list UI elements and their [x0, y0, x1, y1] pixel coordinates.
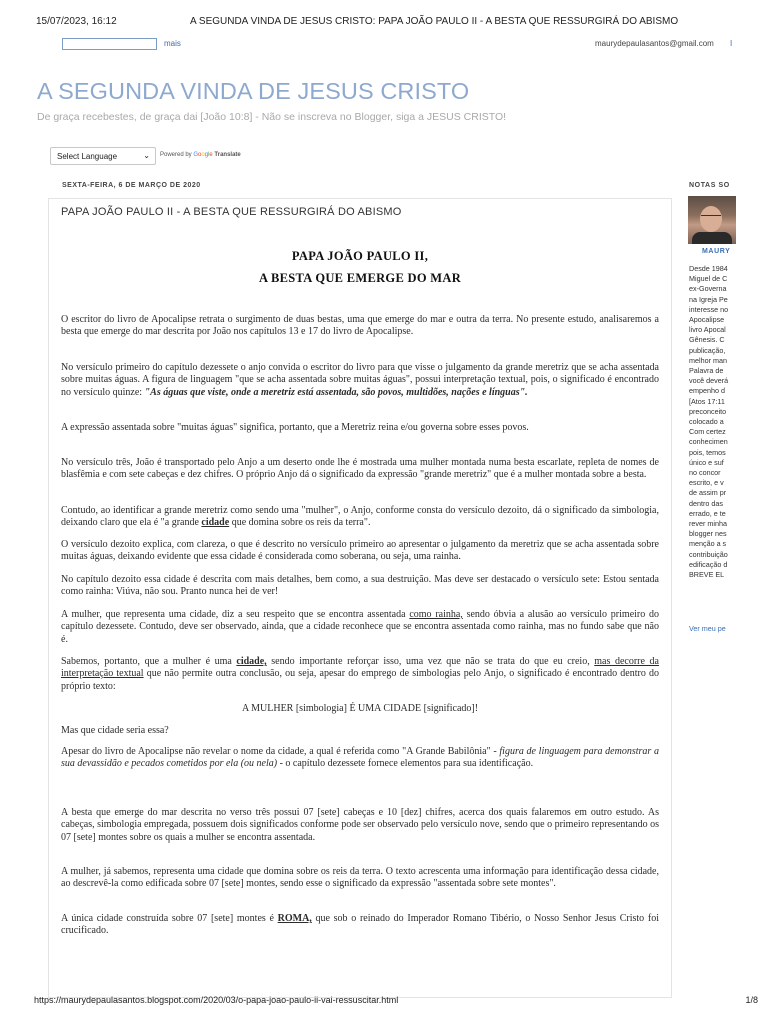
language-select-value: Select Language	[57, 152, 118, 161]
post-paragraph-10: A MULHER [simbologia] É UMA CIDADE [significado]!	[241, 703, 479, 714]
blogger-navbar	[62, 38, 768, 52]
translate-link[interactable]: Translate	[214, 152, 241, 158]
post-paragraph-14: A mulher, já sabemos, representa uma cidade que domina sobre os reis da terra. O texto acrescenta uma informação para identificação dessa cidade, ao descrevê-la como edificada sobre 07 [sete] montes, sendo esse o significado da expressão "assentada sobre sete montes".	[61, 866, 659, 890]
post-paragraph-8: A mulher, que representa uma cidade, diz a seu respeito que se encontra assentada como rainha, sendo óbvia a alusão ao versículo primeiro do capítulo dezessete. Contudo, deve ser observado, ainda, que a cidade reconhece que se encontra assentada como rainha, mas no fundo sabe que não é.	[61, 609, 660, 645]
navbar-user-email: maurydepaulasantos@gmail.com	[595, 39, 714, 48]
sidebar-heading: NOTAS SO	[689, 182, 730, 189]
author-avatar[interactable]	[688, 196, 736, 244]
post-paragraph-1: O escritor do livro de Apocalipse retrata o surgimento de duas bestas, uma que emerge do mar e outra da terra. No presente estudo, analisaremos a besta que emerge do mar descrita por João nos capítulos 13 e 17 do livro de Apocalipse.	[61, 314, 659, 338]
avatar-glasses	[701, 215, 721, 220]
author-name-link[interactable]: MAURY	[702, 248, 731, 255]
post-paragraph-2: No versículo primeiro do capítulo dezessete o anjo convida o escritor do livro para que visse o julgamento da grande meretriz que se acha assentada sobre muitas águas. A figura de linguagem "que se acha assentada sobre muitas águas", possui interpretação textual, pois, o significado é encontrado no versículo quinze: "As águas que viste, onde a meretriz está assentada, são povos, multidões, nações e línguas".	[61, 362, 659, 398]
post-paragraph-11: Mas que cidade seria essa?	[61, 725, 169, 736]
post-paragraph-13: A besta que emerge do mar descrita no verso três possui 07 [sete] cabeças e 10 [dez] chifres, acerca dos quais falaremos em outro estudo. As cabeças, simbologia empregada, possuem dois significados conforme pode ser observado pelo versículo nove, sendo que o primeiro representando os 07 [sete] montes sobre os quais a mulher se encontra assentada.	[61, 807, 659, 843]
author-about: Desde 1984 Miguel de C ex-Governa na Igreja Pe interesse no Apocalipse livro Apocal Gênesis. C publicação, melhor man Palavra de você deverá empenho d [Atos 17:11 preconceito colocado a Com certez conhecimen pois, temos único e suf no concor escrito, e v de assim pr dentro das errado, e te rever minha blogger nes menção a s contribuição edificação d BREVE EL	[689, 264, 729, 580]
navbar-menu-link[interactable]: I	[730, 39, 733, 48]
post-date: SEXTA-FEIRA, 6 DE MARÇO DE 2020	[62, 182, 201, 189]
avatar-shirt	[692, 232, 732, 244]
print-datetime: 15/07/2023, 16:12	[36, 16, 117, 27]
blog-description: De graça recebestes, de graça dai [João 10:8] - Não se inscreva no Blogger, siga a JESUS CRISTO!	[37, 111, 507, 123]
print-url: https://maurydepaulasantos.blogspot.com/2020/03/o-papa-joao-paulo-ii-vai-ressuscitar.html	[34, 995, 399, 1005]
post-paragraph-7: No capítulo dezoito essa cidade é descrita com mais detalhes, bem como, a sua destruição. Mas deve ser destacado o versículo sete: Estou sentada como rainha: Viúva, não sou. Pranto nunca hei de ver!	[61, 574, 659, 598]
post-paragraph-3: A expressão assentada sobre "muitas águas" significa, portanto, que a Meretriz reina e/ou governa sobre esses povos.	[61, 422, 529, 433]
print-page-number: 1/8	[745, 995, 758, 1005]
post-title[interactable]: PAPA JOÃO PAULO II - A BESTA QUE RESSURGIRÁ DO ABISMO	[61, 206, 402, 218]
blog-title[interactable]: A SEGUNDA VINDA DE JESUS CRISTO	[37, 78, 470, 104]
chevron-down-icon: ⌄	[143, 151, 150, 160]
powered-by-label: Powered by	[160, 152, 192, 158]
print-footer	[34, 995, 758, 1007]
post-paragraph-4: No versículo três, João é transportado pelo Anjo a um deserto onde lhe é mostrada uma mulher montada numa besta escarlate, repleta de nomes de blasfêmia e com sete cabeças e dez chifres. O próprio Anjo dá o significado da expressão "grande meretriz" que é a mulher montada sobre a besta.	[61, 457, 659, 481]
post-paragraph-6: O versículo dezoito explica, com clareza, o que é descrito no versículo primeiro ao apresentar o julgamento da meretriz que se acha assentada sobre muitas águas, deixando evidente que essa cidade é considerada como soberana, ou seja, uma rainha.	[61, 539, 659, 563]
post-paragraph-15: A única cidade construída sobre 07 [sete] montes é ROMA, que sob o reinado do Imperador Romano Tibério, o Nosso Senhor Jesus Cristo foi crucificado.	[61, 913, 659, 937]
print-header	[36, 16, 738, 30]
view-profile-link[interactable]: Ver meu pe	[689, 624, 726, 633]
post-heading-2: A BESTA QUE EMERGE DO MAR	[258, 271, 462, 285]
navbar-more-link[interactable]: mais	[164, 39, 181, 48]
post-paragraph-9: Sabemos, portanto, que a mulher é uma cidade, sendo importante reforçar isso, uma vez que não se trata do que eu creio, mas decorre da interpretação textual que não permite outra conclusão, ou seja, apesar do emprego de simbologias pelo Anjo, o significado é encontrado dentro do próprio texto:	[61, 656, 659, 692]
post-paragraph-12: Apesar do livro de Apocalipse não revelar o nome da cidade, a qual é referida como "A Grande Babilônia" - figura de linguagem para demonstrar a sua devassidão e pecados cometidos por ela (ou nela) - o capítulo dezessete fornece elementos para sua identificação.	[61, 746, 659, 770]
navbar-search-input[interactable]	[62, 38, 157, 50]
language-select[interactable]	[50, 147, 156, 165]
post-paragraph-5: Contudo, ao identificar a grande meretriz como sendo uma "mulher", o Anjo, conforme consta do versículo dezoito, dá o significado da simbologia, deixando claro que ela é "a grande cidade que domina sobre os reis da terra".	[61, 505, 659, 529]
print-page-title: A SEGUNDA VINDA DE JESUS CRISTO: PAPA JOÃO PAULO II - A BESTA QUE RESSURGIRÁ DO ABISMO	[190, 16, 679, 27]
post-heading-1: PAPA JOÃO PAULO II,	[291, 249, 429, 263]
google-logo: Google	[193, 152, 213, 158]
powered-by-google-translate	[160, 152, 241, 158]
